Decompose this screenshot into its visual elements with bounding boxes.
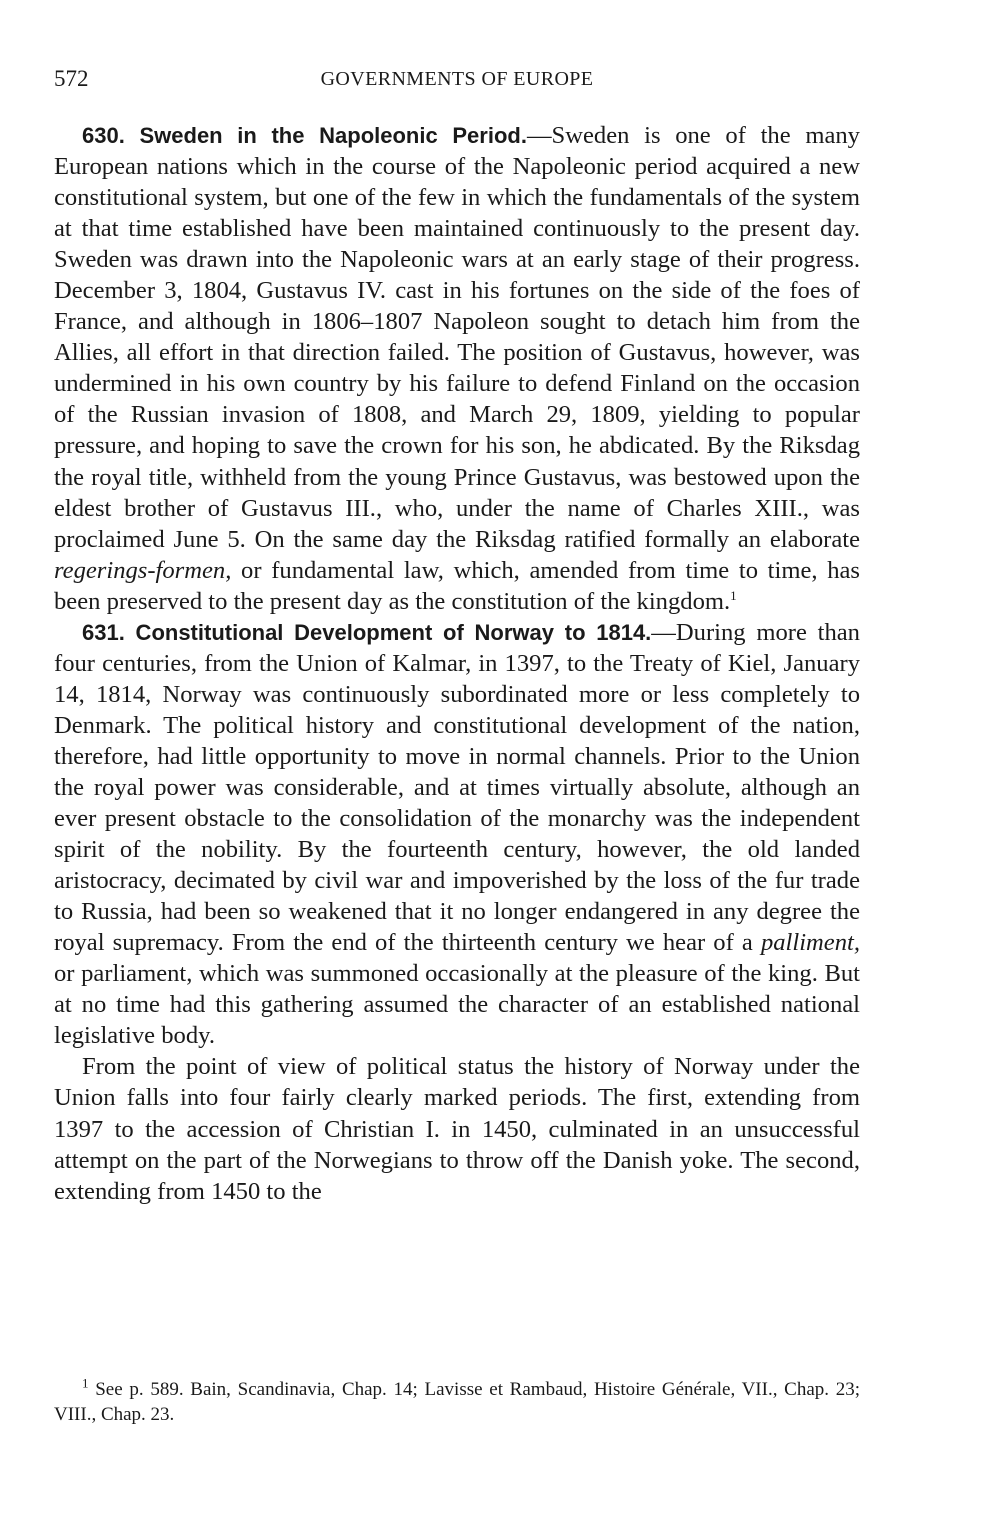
- section-631: [54, 617, 860, 1052]
- running-head: [54, 66, 860, 98]
- italic-term: palliment,: [760, 929, 860, 957]
- running-title: GOVERNMENTS OF EUROPE: [320, 68, 594, 90]
- continuation-paragraph: From the point of view of political status the history of Norway under the Union falls into four fairly clearly marked periods. The first, extending from 1397 to the accession of Christian I. in 1450, culminated in an unsuccessful attempt on the part of the Norwegians to throw off the Danish yoke. The second, extending from 1450 to the: [54, 1053, 860, 1205]
- footnote-reference[interactable]: 1: [730, 587, 737, 603]
- body-text: [54, 120, 860, 1207]
- section-heading: 630. Sweden in the Napoleonic Period.: [82, 123, 527, 148]
- paragraph-text: or parliament, which was summoned occasionally at the pleasure of the king. But at no time had this gathering assumed the character of an established national legislative body.: [54, 960, 860, 1050]
- italic-term: regerings-formen,: [54, 556, 232, 584]
- paragraph-text: —During more than four centuries, from the Union of Kalmar, in 1397, to the Treaty of Kiel, January 14, 1814, Norway was continuously subordinated more or less completely to Denmark. The political history and constitutional development of the nation, therefore, had little opportunity to move in normal channels. Prior to the Union the royal power was considerable, and at times virtually absolute, although an ever present obstacle to the consolidation of the monarchy was the independent spirit of the nobility. By the fourteenth century, however, the old landed aristocracy, decimated by civil war and impoverished by the loss of the fur trade to Russia, had been so weakened that it no longer endangered in any degree the royal supremacy. From the end of the thirteenth century we hear of a: [54, 618, 860, 957]
- section-630: [54, 120, 860, 617]
- section-heading: 631. Constitutional Development of Norway to 1814.: [82, 619, 652, 645]
- footnotes: [54, 1377, 860, 1427]
- footnote: [54, 1377, 860, 1427]
- paragraph-text: or fundamental law, which, amended from time to time, has been preserved to the present day as the constitution of the kingdom.: [54, 556, 860, 615]
- footnote-text: See p. 589. Bain, Scandinavia, Chap. 14; Lavisse et Rambaud, Histoire Générale, VII., Chap. 23; VIII., Chap. 23.: [54, 1379, 860, 1425]
- page-number: 572: [54, 66, 89, 91]
- footnote-marker: 1: [82, 1375, 89, 1391]
- paragraph-text: —Sweden is one of the many European nations which in the course of the Napoleonic period acquired a new constitutional system, but one of the few in which the fundamentals of the system at that time established have been maintained continuously to the present day. Sweden was drawn into the Napoleonic wars at an early stage of their progress. December 3, 1804, Gustavus IV. cast in his fortunes on the side of the foes of France, and although in 1806–1807 Napoleon sought to detach him from the Allies, all effort in that direction failed. The position of Gustavus, however, was undermined in his own country by his failure to defend Finland on the occasion of the Russian invasion of 1808, and March 29, 1809, yielding to popular pressure, and hoping to save the crown for his son, he abdicated. By the Riksdag the royal title, withheld from the young Prince Gustavus, was bestowed upon the eldest brother of Gustavus III., who, under the name of Charles XIII., was proclaimed June 5. On the same day the Riksdag ratified formally an elaborate: [54, 122, 860, 553]
